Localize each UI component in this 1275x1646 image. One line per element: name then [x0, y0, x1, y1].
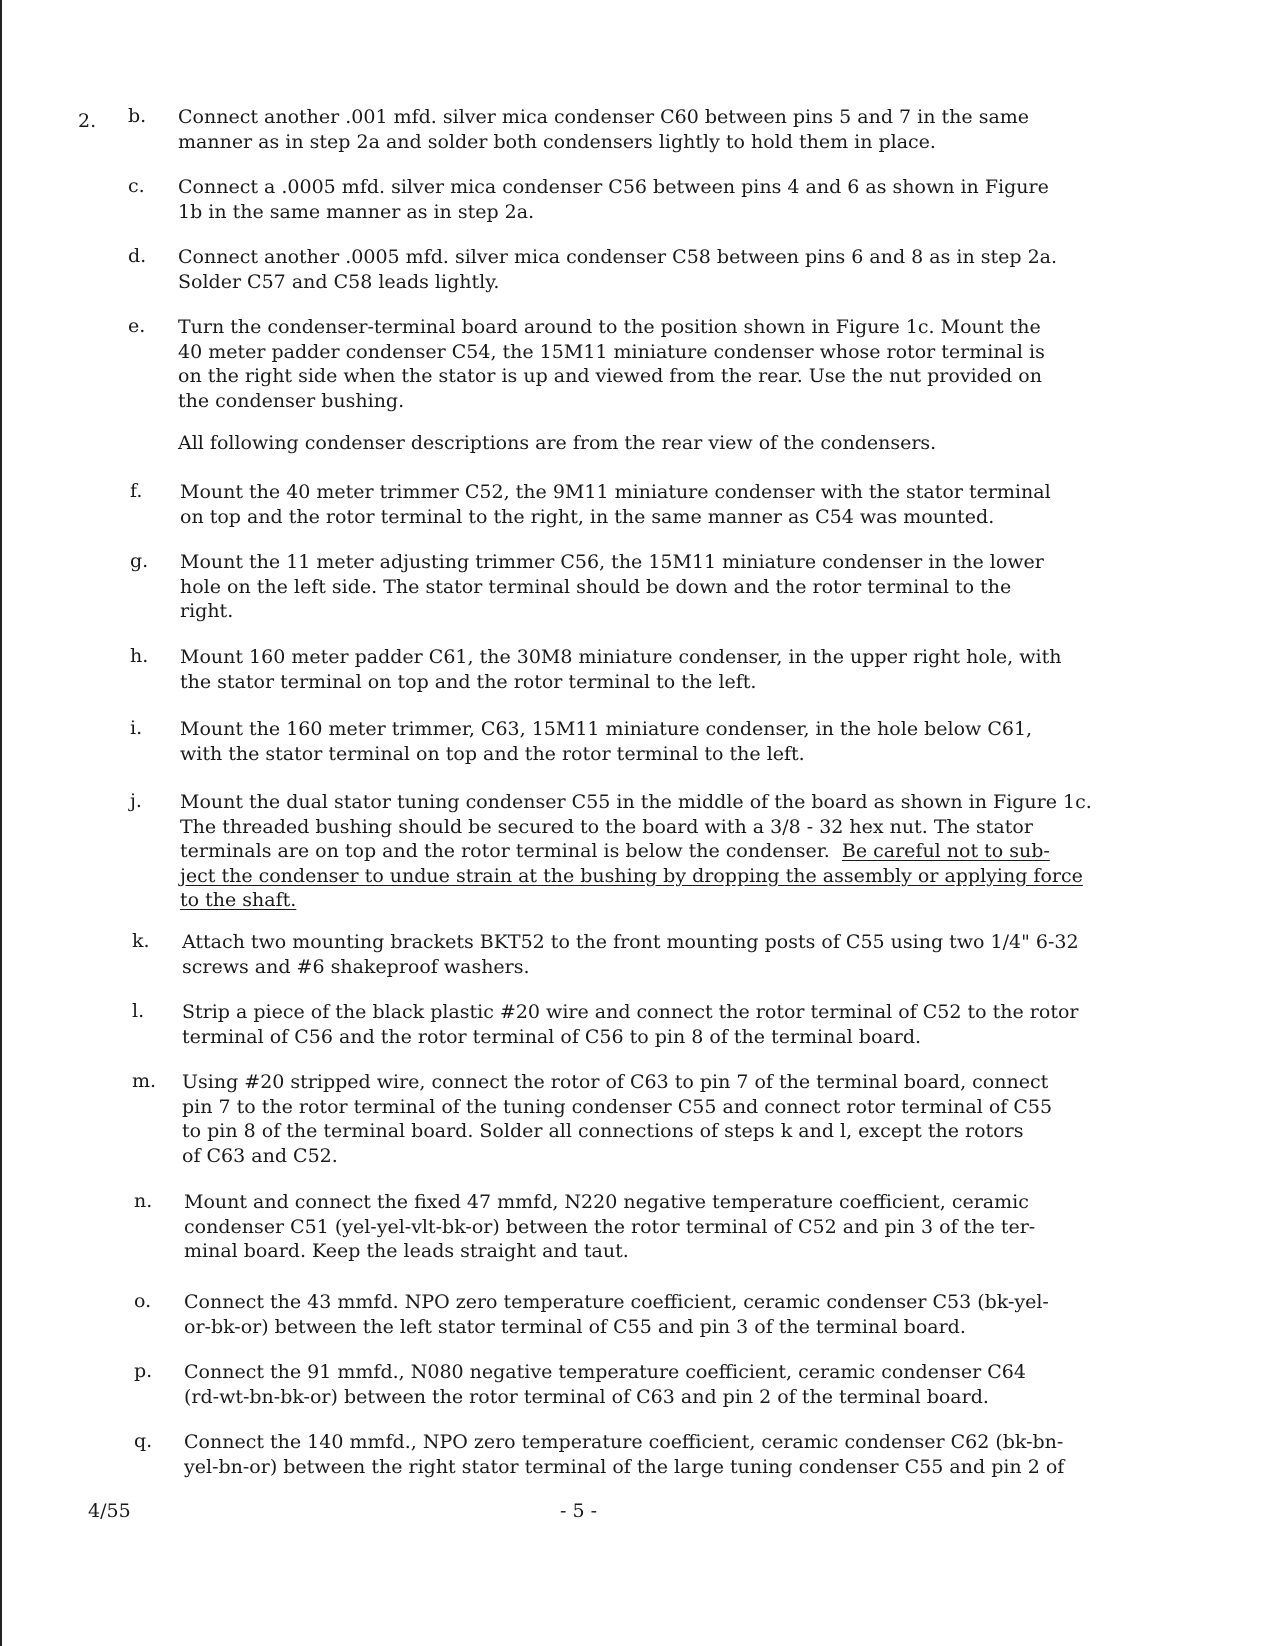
text-line: pin 7 to the rotor terminal of the tuning condenser C55 and connect rotor terminal of C55	[182, 1095, 1053, 1118]
text-line: of C63 and C52.	[182, 1144, 338, 1167]
item-text	[180, 717, 1210, 766]
item-text	[178, 175, 1208, 224]
text-line: The threaded bushing should be secured to the board with a 3/8 - 32 hex nut. The stator	[180, 815, 1033, 838]
item-text	[184, 1430, 1214, 1479]
text-line: (rd-wt-bn-bk-or) between the rotor terminal of C63 and pin 2 of the terminal board.	[184, 1385, 989, 1408]
item-text	[178, 315, 1208, 413]
text-line: Turn the condenser-terminal board around to the position shown in Figure 1c. Mount the	[178, 316, 1041, 338]
text-line	[180, 888, 1210, 913]
text-line: or-bk-or) between the left stator terminal of C55 and pin 3 of the terminal board.	[184, 1315, 966, 1338]
item-text	[184, 1290, 1214, 1339]
text-line	[180, 839, 1210, 864]
item-letter: j.	[130, 790, 142, 812]
text-line: Connect a .0005 mfd. silver mica condenser C56 between pins 4 and 6 as shown in Figure	[178, 176, 1049, 198]
item-text	[182, 1070, 1212, 1168]
text-line: terminal of C56 and the rotor terminal of C56 to pin 8 of the terminal board.	[182, 1025, 922, 1048]
step-number: 2.	[78, 110, 97, 132]
text-line: minal board. Keep the leads straight and taut.	[184, 1240, 629, 1262]
text-line: Attach two mounting brackets BKT52 to the front mounting posts of C55 using two 1/4" 6-32	[182, 931, 1079, 953]
text-line: Connect the 140 mmfd., NPO zero temperature coefficient, ceramic condenser C62 (bk-bn-	[184, 1431, 1064, 1453]
item-letter: d.	[128, 245, 147, 267]
item-text	[180, 790, 1210, 913]
item-text	[178, 245, 1208, 294]
text-line: the stator terminal on top and the rotor terminal to the left.	[180, 670, 757, 693]
text-line	[180, 864, 1210, 889]
text-line: with the stator terminal on top and the rotor terminal to the left.	[180, 742, 805, 765]
item-letter: h.	[130, 645, 149, 667]
text-line: Mount and connect the fixed 47 mmfd, N220 negative temperature coefficient, ceramic	[184, 1191, 1029, 1213]
text-line: Connect the 91 mmfd., N080 negative temperature coefficient, ceramic condenser C64	[184, 1361, 1026, 1383]
item-letter: q.	[134, 1430, 153, 1452]
item-text	[184, 1190, 1214, 1264]
text-line: Mount 160 meter padder C61, the 30M8 miniature condenser, in the upper right hole, with	[180, 646, 1062, 668]
item-letter: p.	[134, 1360, 153, 1382]
item-text	[180, 480, 1210, 529]
text-line: right.	[180, 600, 234, 622]
text-underlined: to the shaft.	[180, 889, 297, 911]
item-letter: o.	[134, 1290, 152, 1312]
scan-edge	[0, 0, 2, 1646]
text-line: Solder C57 and C58 leads lightly.	[178, 270, 500, 293]
text-line: Using #20 stripped wire, connect the rotor of C63 to pin 7 of the terminal board, connect	[182, 1071, 1049, 1093]
item-letter: n.	[134, 1190, 153, 1212]
text-line: 1b in the same manner as in step 2a.	[178, 200, 535, 223]
text-line: to pin 8 of the terminal board. Solder all connections of steps k and l, except the rotors	[182, 1120, 1024, 1142]
item-letter: i.	[130, 717, 143, 739]
text-line: screws and #6 shakeproof washers.	[182, 955, 530, 978]
text-line: hole on the left side. The stator terminal should be down and the rotor terminal to the	[180, 575, 1012, 598]
text-underlined: Be careful not to sub-	[841, 840, 1050, 862]
text-line: Strip a piece of the black plastic #20 wire and connect the rotor terminal of C52 to the rotor	[182, 1001, 1079, 1023]
text-line: condenser C51 (yel-yel-vlt-bk-or) between the rotor terminal of C52 and pin 3 of the ter-	[184, 1215, 1036, 1238]
item-text	[178, 105, 1208, 154]
item-letter: l.	[132, 1000, 145, 1022]
text-line: Connect the 43 mmfd. NPO zero temperature coefficient, ceramic condenser C53 (bk-yel-	[184, 1291, 1049, 1313]
item-letter: c.	[128, 175, 145, 197]
footer-date: 4/55	[88, 1500, 131, 1522]
text-line: Mount the 11 meter adjusting trimmer C56, the 15M11 miniature condenser in the lower	[180, 551, 1044, 573]
text-line: on top and the rotor terminal to the right, in the same manner as C54 was mounted.	[180, 505, 995, 528]
text-line: Mount the 160 meter trimmer, C63, 15M11 miniature condenser, in the hole below C61,	[180, 718, 1033, 740]
text-line: Connect another .0005 mfd. silver mica condenser C58 between pins 6 and 8 as in step 2a.	[178, 246, 1058, 268]
text-line: Mount the dual stator tuning condenser C55 in the middle of the board as shown in Figure 1c.	[180, 791, 1092, 813]
text-underlined: ject the condenser to undue strain at the bushing by dropping the assembly or applying force	[180, 864, 1083, 887]
item-letter: e.	[128, 315, 146, 337]
text-line: the condenser bushing.	[178, 389, 405, 412]
item-text	[184, 1360, 1214, 1409]
item-letter: m.	[132, 1070, 157, 1092]
text-line: Mount the 40 meter trimmer C52, the 9M11 miniature condenser with the stator terminal	[180, 481, 1051, 503]
text-line: Connect another .001 mfd. silver mica condenser C60 between pins 5 and 7 in the same	[178, 106, 1030, 128]
text-line: on the right side when the stator is up and viewed from the rear. Use the nut provided on	[178, 365, 1042, 387]
item-letter: k.	[132, 930, 150, 952]
page-number: - 5 -	[560, 1500, 598, 1522]
text-line: manner as in step 2a and solder both condensers lightly to hold them in place.	[178, 130, 936, 153]
item-letter: g.	[130, 550, 149, 572]
text-line: 40 meter padder condenser C54, the 15M11 miniature condenser whose rotor terminal is	[178, 340, 1045, 363]
note: All following condenser descriptions are from the rear view of the condensers.	[178, 432, 937, 454]
item-text	[182, 930, 1212, 979]
text-line: yel-bn-or) between the right stator terminal of the large tuning condenser C55 and pin 2 of	[184, 1455, 1065, 1478]
item-text	[180, 645, 1210, 694]
text-plain: terminals are on top and the rotor terminal is below the condenser.	[180, 840, 842, 862]
item-letter: f.	[130, 480, 143, 502]
item-text	[182, 1000, 1212, 1049]
item-letter: b.	[128, 105, 147, 127]
item-text	[180, 550, 1210, 624]
